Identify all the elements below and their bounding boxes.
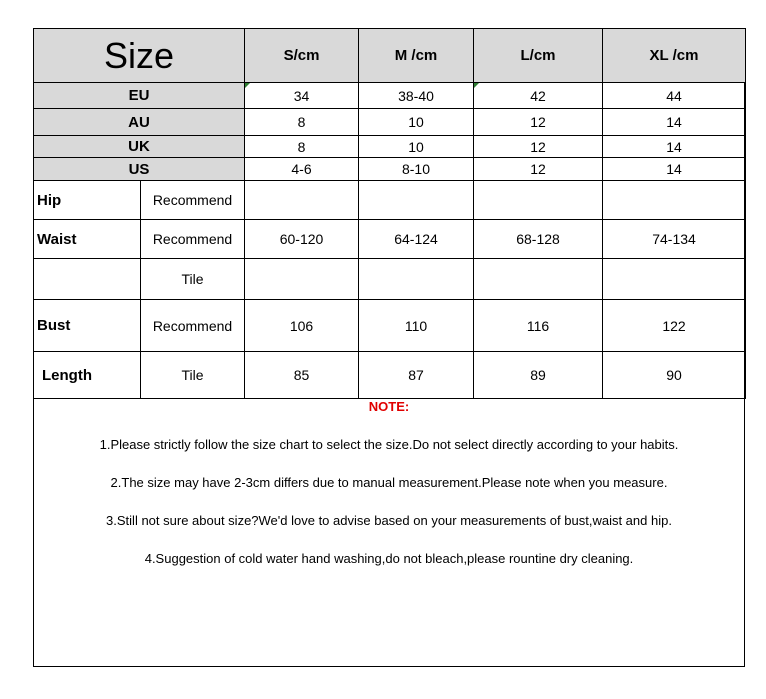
row-label: US [34, 158, 245, 181]
table-row [34, 181, 746, 220]
col-header: L/cm [474, 29, 603, 83]
table-row [34, 300, 746, 352]
note-title: NOTE: [368, 399, 410, 414]
cell: 106 [245, 300, 359, 352]
cell [245, 259, 359, 300]
cell: 89 [474, 352, 603, 399]
cell: 12 [474, 109, 603, 136]
cell [359, 181, 474, 220]
size-heading: Size [34, 29, 245, 83]
measure-type: Recommend [141, 300, 245, 352]
measure-type: Tile [141, 259, 245, 300]
cell: 4-6 [245, 158, 359, 181]
cell [245, 181, 359, 220]
notes-section [34, 399, 744, 589]
table-row [34, 220, 746, 259]
col-header: S/cm [245, 29, 359, 83]
table-row [34, 109, 746, 136]
cell: 64-124 [359, 220, 474, 259]
col-header: XL /cm [603, 29, 746, 83]
cell: 74-134 [603, 220, 746, 259]
cell: 14 [603, 158, 746, 181]
measure-label: Bust [34, 300, 141, 352]
cell: 85 [245, 352, 359, 399]
cell [359, 259, 474, 300]
cell [603, 259, 746, 300]
note-item: 2.The size may have 2-3cm differs due to manual measurement.Please note when you measure. [110, 475, 668, 490]
cell: 8 [245, 109, 359, 136]
table-row [34, 259, 746, 300]
cell: 34 [245, 83, 359, 109]
header-row [34, 29, 746, 83]
cell: 10 [359, 136, 474, 158]
table-row [34, 352, 746, 399]
measure-label [34, 259, 141, 300]
table-row [34, 83, 746, 109]
cell: 8-10 [359, 158, 474, 181]
table-row [34, 158, 746, 181]
cell: 10 [359, 109, 474, 136]
measure-label: Length [34, 352, 141, 399]
note-item: 3.Still not sure about size?We'd love to advise based on your measurements of bust,waist and hip. [106, 513, 672, 528]
col-header: M /cm [359, 29, 474, 83]
row-label: EU [34, 83, 245, 109]
cell: 90 [603, 352, 746, 399]
cell: 14 [603, 109, 746, 136]
note-item: 4.Suggestion of cold water hand washing,do not bleach,please rountine dry cleaning. [144, 551, 634, 566]
measure-label: Hip [34, 181, 141, 220]
cell: 38-40 [359, 83, 474, 109]
measure-type: Tile [141, 352, 245, 399]
size-table [33, 28, 746, 399]
cell: 116 [474, 300, 603, 352]
cell: 110 [359, 300, 474, 352]
cell: 122 [603, 300, 746, 352]
cell: 12 [474, 136, 603, 158]
cell: 44 [603, 83, 746, 109]
note-item: 1.Please strictly follow the size chart to select the size.Do not select directly according to your habits. [99, 437, 679, 452]
row-label: AU [34, 109, 245, 136]
measure-label: Waist [34, 220, 141, 259]
measure-type: Recommend [141, 220, 245, 259]
measure-type: Recommend [141, 181, 245, 220]
size-chart [33, 28, 745, 667]
cell: 87 [359, 352, 474, 399]
table-row [34, 136, 746, 158]
cell: 42 [474, 83, 603, 109]
row-label: UK [34, 136, 245, 158]
cell: 12 [474, 158, 603, 181]
cell: 14 [603, 136, 746, 158]
cell: 8 [245, 136, 359, 158]
cell: 68-128 [474, 220, 603, 259]
cell [474, 259, 603, 300]
cell: 60-120 [245, 220, 359, 259]
cell [474, 181, 603, 220]
cell [603, 181, 746, 220]
